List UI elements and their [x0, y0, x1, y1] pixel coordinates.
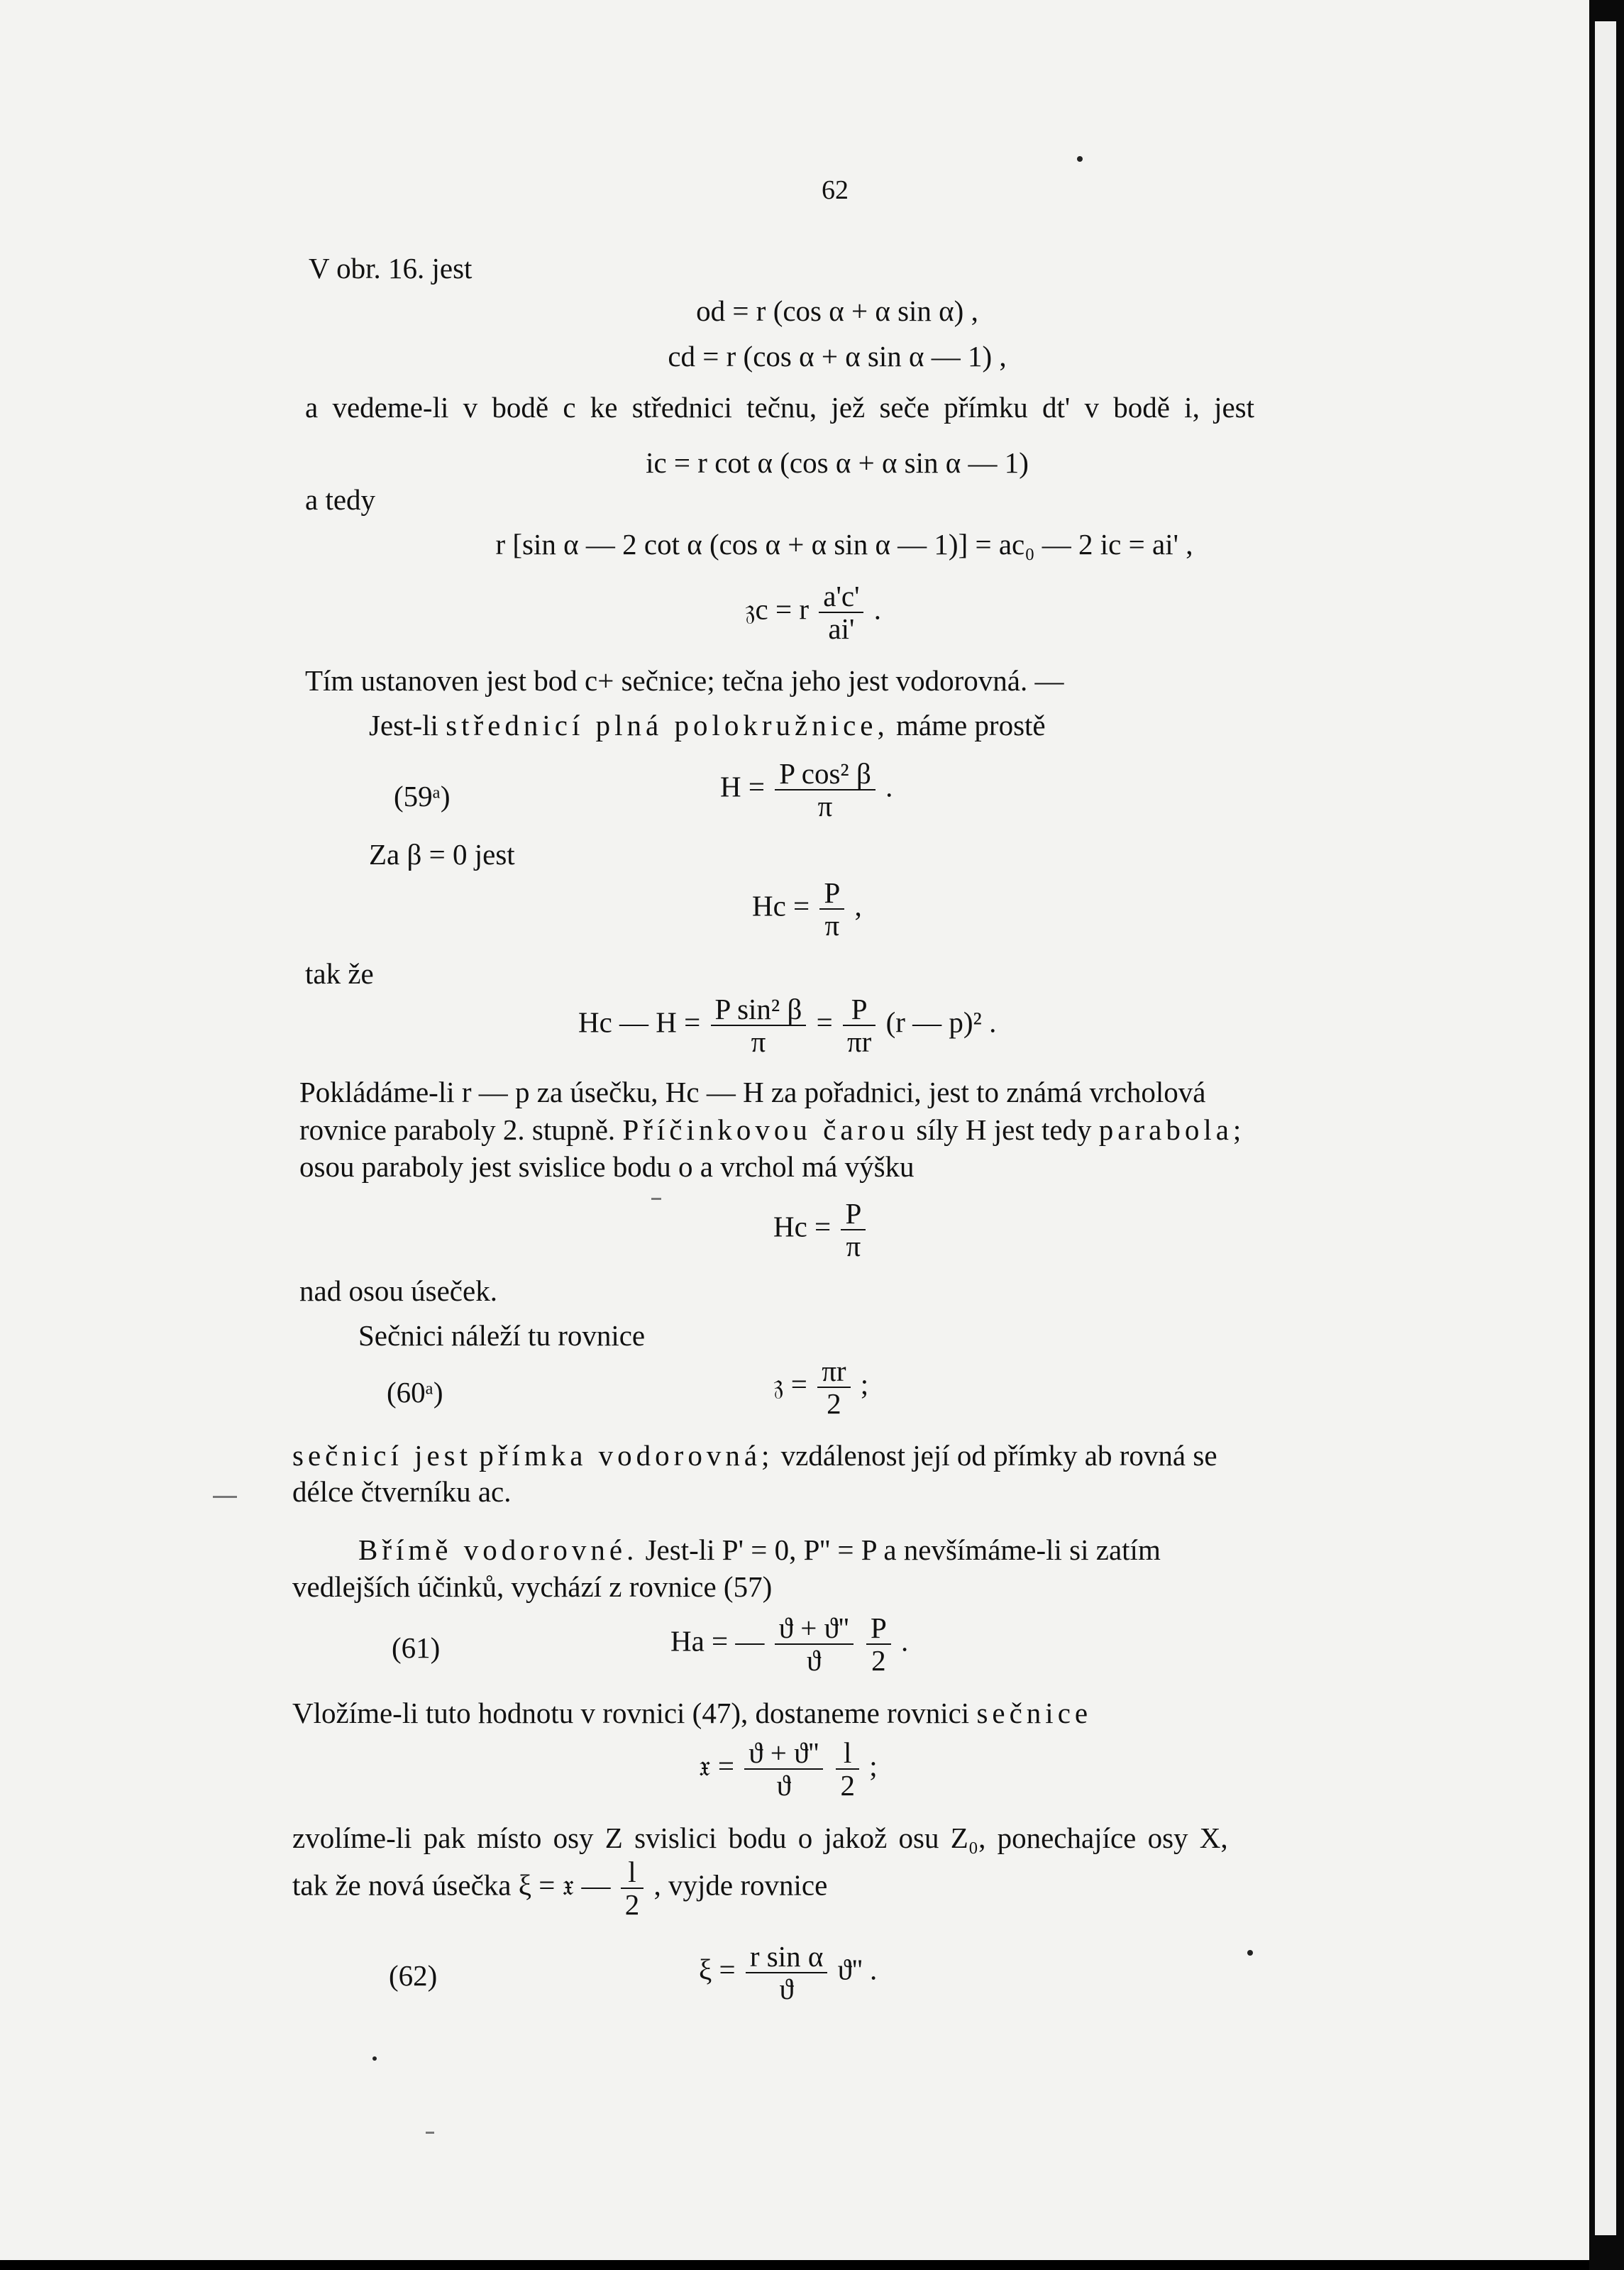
text-line: délce čtverníku ac.	[292, 1475, 512, 1508]
numerator: r sin α	[746, 1941, 827, 1973]
equation-tag-61: (61)	[392, 1631, 441, 1664]
text-span: Jest-li	[369, 709, 438, 742]
equation-60a	[773, 1355, 868, 1419]
equation-difference-tail: (r — p)² .	[885, 1005, 997, 1039]
text-line: Tím ustanoven jest bod c+ sečnice; tečna jeho jest vodorovná. —	[305, 664, 1064, 697]
spaced-text: sečnicí jest	[292, 1439, 473, 1472]
speck	[1247, 1950, 1253, 1956]
numerator: P	[866, 1612, 891, 1645]
equation-tag-59a: (59ᵃ)	[394, 780, 451, 812]
equation-zc-denominator: ai'	[828, 612, 855, 645]
text-line: V obr. 16. jest	[309, 252, 473, 285]
spaced-text: Břímě vodorovné.	[358, 1533, 639, 1566]
period: .	[901, 1624, 909, 1658]
denominator: 2	[827, 1387, 841, 1420]
equation-hc-lhs: Hc =	[752, 889, 810, 922]
equation-difference-fraction-1	[711, 993, 807, 1057]
text-line: Za β = 0 jest	[369, 838, 515, 871]
equation-hc-denominator: π	[824, 909, 840, 942]
semicolon: ;	[869, 1749, 878, 1783]
equation-x-lhs: 𝔵 =	[699, 1749, 734, 1783]
equation-zc	[745, 580, 881, 644]
text-span: rovnice paraboly 2. stupně.	[299, 1113, 616, 1146]
equation-cd: cd = r (cos α + α sin α — 1) ,	[668, 340, 1007, 373]
numerator: ϑ + ϑ''	[744, 1737, 823, 1770]
equation-59a-denominator: π	[817, 790, 833, 822]
denominator: ϑ	[779, 1973, 794, 2005]
scan-mark	[213, 1496, 237, 1498]
adjacent-page-strip	[1595, 21, 1616, 2235]
equation-od: od = r (cos α + α sin α) ,	[696, 294, 978, 327]
equation-x-fraction-2	[836, 1737, 859, 1801]
text-span: Jest-li P' = 0, P'' = P a nevšímáme-li si zatím	[645, 1533, 1161, 1566]
equation-62-tail: ϑ'' .	[837, 1953, 878, 1986]
equation-x-fraction-1	[744, 1737, 823, 1801]
text-line: Pokládáme-li r — p za úsečku, Hc — H za pořadnici, jest to známá vrcholová	[299, 1076, 1206, 1108]
equation-hc-vertex-lhs: Hc =	[773, 1210, 832, 1243]
text-line: a vedeme-li v bodě c ke střednici tečnu, jež seče přímku dt' v bodě i, jest	[305, 391, 1254, 424]
text-line: vedlejších účinků, vychází z rovnice (57)	[292, 1570, 773, 1603]
equation-59a-lhs: H =	[720, 770, 765, 803]
numerator: P sin² β	[711, 993, 807, 1026]
text-line	[358, 1533, 1161, 1567]
denominator: ϑ	[807, 1644, 822, 1677]
equation-59a	[720, 758, 893, 822]
speck	[1077, 156, 1083, 162]
denominator: π	[751, 1025, 766, 1058]
denominator: ϑ	[776, 1769, 791, 1802]
denominator: πr	[846, 1025, 872, 1058]
text-span: Vložíme-li tuto hodnotu v rovnici (47), dostaneme rovnici	[292, 1697, 970, 1729]
text-line: nad osou úseček.	[299, 1274, 497, 1307]
text-line	[292, 1438, 1217, 1472]
scan-mark	[426, 2132, 434, 2134]
spaced-text: Příčinkovou čarou	[622, 1113, 910, 1146]
numerator: l	[621, 1856, 644, 1889]
text-span: tak že nová úsečka ξ = 𝔵 —	[292, 1868, 611, 1902]
equation-hc-vertex	[773, 1198, 868, 1262]
text-span: , vyjde rovnice	[653, 1868, 828, 1902]
numerator: P	[841, 1198, 866, 1230]
equation-r: r [sin α — 2 cot α (cos α + α sin α — 1)] = ac₀ — 2 ic = ai' ,	[495, 528, 1193, 561]
equation-62-lhs: ξ =	[699, 1953, 736, 1986]
inline-fraction	[621, 1856, 644, 1920]
equation-61	[670, 1612, 908, 1676]
equation-zc-lhs: 𝔷c = r	[745, 593, 810, 626]
text-line: a tedy	[305, 483, 376, 516]
equation-hc	[752, 877, 862, 941]
text-line	[292, 1856, 827, 1920]
page-number: 62	[822, 175, 849, 205]
spaced-text: parabola;	[1098, 1113, 1246, 1146]
equation-hc-fraction	[819, 877, 844, 941]
denominator: π	[846, 1230, 861, 1262]
equation-hc-vertex-fraction	[841, 1198, 866, 1262]
equation-difference	[578, 993, 996, 1057]
spaced-text: přímka vodorovná;	[479, 1439, 774, 1472]
semicolon: ;	[860, 1367, 869, 1401]
spaced-text: sečnice	[976, 1697, 1093, 1729]
numerator: l	[836, 1737, 859, 1770]
equation-60a-lhs: 𝔷 =	[773, 1367, 807, 1401]
equation-59a-fraction	[775, 758, 875, 822]
equation-ic: ic = r cot α (cos α + α sin α — 1)	[646, 446, 1029, 479]
denominator: 2	[871, 1644, 886, 1677]
numerator: πr	[817, 1355, 850, 1388]
denominator: 2	[840, 1769, 855, 1802]
equation-61-lhs: Ha = —	[670, 1624, 765, 1658]
equation-60a-fraction	[817, 1355, 850, 1419]
text-line	[369, 708, 1046, 742]
equation-61-fraction-2	[866, 1612, 891, 1676]
numerator: ϑ + ϑ''	[775, 1612, 854, 1645]
text-span: máme prostě	[895, 709, 1046, 742]
text-line: tak že	[305, 957, 374, 990]
equation-62	[699, 1941, 877, 2005]
period: .	[885, 770, 893, 803]
text-span: síly H jest tedy	[916, 1113, 1092, 1146]
period: .	[873, 593, 881, 626]
comma: ,	[854, 889, 862, 922]
equation-zc-numerator: a'c'	[819, 580, 863, 613]
equation-59a-numerator: P cos² β	[775, 758, 875, 790]
equation-x	[699, 1737, 878, 1801]
equation-difference-fraction-2	[843, 993, 875, 1057]
text-span: vzdálenost její od přímky ab rovná se	[780, 1439, 1217, 1472]
equation-61-fraction-1	[775, 1612, 854, 1676]
scan-mark	[651, 1198, 661, 1200]
spaced-text: střednicí plná polokružnice,	[446, 709, 889, 742]
equation-tag-62: (62)	[389, 1959, 438, 1992]
text-line: zvolíme-li pak místo osy Z svislici bodu o jakož osu Z₀, ponechajíce osy X,	[292, 1822, 1228, 1854]
equation-zc-fraction	[819, 580, 863, 644]
equation-62-fraction	[746, 1941, 827, 2005]
text-line: osou paraboly jest svislice bodu o a vrchol má výšku	[299, 1150, 915, 1183]
denominator: 2	[624, 1888, 640, 1921]
numerator: P	[843, 993, 875, 1026]
equation-hc-numerator: P	[819, 877, 844, 910]
equation-difference-lhs: Hc — H =	[578, 1005, 701, 1039]
equals: =	[816, 1005, 833, 1039]
text-line: Sečnici náleží tu rovnice	[358, 1319, 646, 1352]
speck	[372, 2056, 377, 2061]
text-line	[292, 1696, 1092, 1730]
equation-tag-60a: (60ᵃ)	[387, 1376, 443, 1409]
text-line	[299, 1113, 1245, 1147]
